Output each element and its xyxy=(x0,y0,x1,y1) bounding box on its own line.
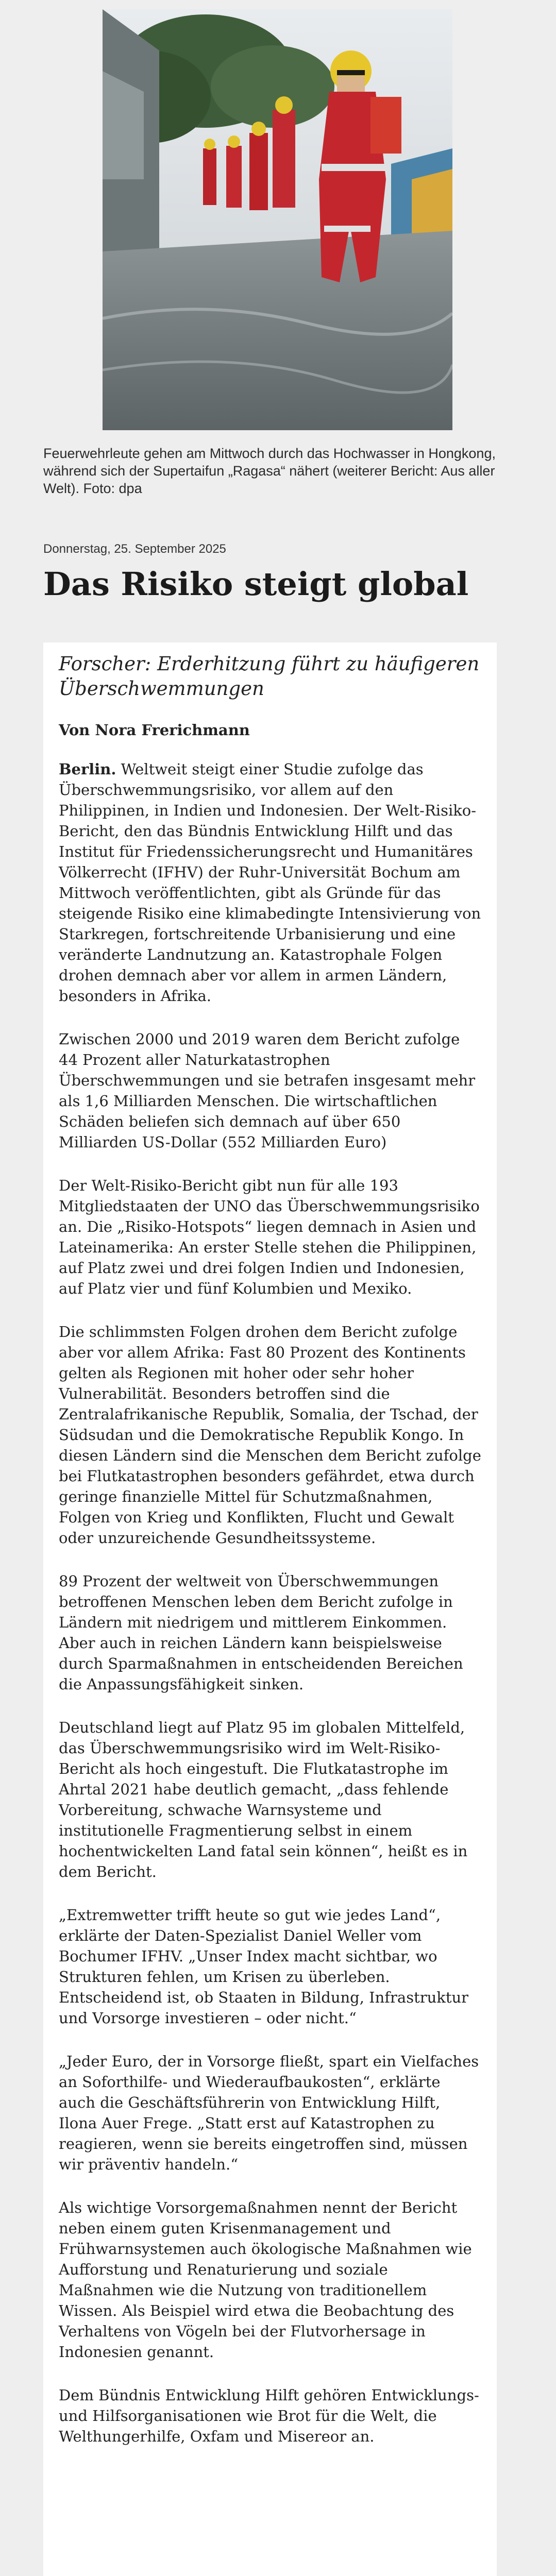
paragraph: Die schlimmsten Folgen drohen dem Bericht zufolge aber vor allem Afrika: Fast 80 Prozent des Kontinents gelten als Regionen mit hoher oder sehr hoher Vulnerabilität. Besonders betroffen sind die Zentralafrikanische Republik, Somalia, der Tschad, der Südsudan und die Demokratische Republik Kongo. In diesen Ländern sind die Menschen dem Bericht zufolge bei Flutkatastrophen besonders gefährdet, etwa durch geringe finanzielle Mittel für Schutzmaßnahmen, Folgen von Krieg und Konflikten, Flucht und Gewalt oder unzureichende Gesundheitssysteme. xyxy=(59,1323,481,1547)
paragraph: Zwischen 2000 und 2019 waren dem Bericht zufolge 44 Prozent aller Naturkatastrophen Überschwemmungen und sie betrafen insgesamt mehr als 1,6 Milliarden Menschen. Die wirtschaftlichen Schäden beliefen sich demnach auf über 650 Milliarden US-Dollar (552 Milliarden Euro) xyxy=(59,1030,476,1151)
article-photo xyxy=(103,9,452,430)
article-headline: Das Risiko steigt global xyxy=(43,565,469,603)
paragraph: 89 Prozent der weltweit von Überschwemmungen betroffenen Menschen leben dem Bericht zufolge in Ländern mit niedrigem und mittlerem Einkommen. Aber auch in reichen Ländern kann beispielsweise durch Sparmaßnahmen in entscheidenden Bereichen die Anpassungsfähigkeit sinken. xyxy=(59,1572,463,1693)
paragraph: Der Welt-Risiko-Bericht gibt nun für alle 193 Mitgliedstaaten der UNO das Überschwemmungsrisiko an. Die „Risiko-Hotspots“ liegen demnach in Asien und Lateinamerika: An erster Stelle stehen die Philippinen, auf Platz zwei und drei folgen Indien und Indonesien, auf Platz vier und fünf Kolumbien und Mexiko. xyxy=(59,1177,480,1297)
paragraph xyxy=(59,759,481,1006)
paragraph: Dem Bündnis Entwicklung Hilft gehören Entwicklungs- und Hilfsorganisationen wie Brot für die Welt, die Welthungerhilfe, Oxfam und Misereor an. xyxy=(59,2386,479,2445)
paragraph: „Jeder Euro, der in Vorsorge fließt, spart ein Vielfaches an Soforthilfe- und Wiederaufbaukosten“, erklärte auch die Geschäftsführerin von Entwicklung Hilft, Ilona Auer Frege. „Statt erst auf Katastrophen zu reagieren, wenn sie bereits eingetroffen sind, müssen wir präventiv handeln.“ xyxy=(59,2053,479,2173)
article-subtitle: Forscher: Erderhitzung führt zu häufigeren Überschwemmungen xyxy=(59,653,480,700)
paragraph-text: Weltweit steigt einer Studie zufolge das Überschwemmungsrisiko, vor allem auf den Philippinen, in Indien und Indonesien. Der Welt-Risiko-Bericht, den das Bündnis Entwicklung Hilft und das Institut für Friedenssicherungsrecht und Humanitäres Völkerrecht (IFHV) der Ruhr-Universität Bochum am Mittwoch veröffentlichten, gibt als Gründe für das steigende Risiko eine klimabedingte Intensivierung von Starkregen, fortschreitende Urbanisierung und eine veränderte Landnutzung an. Katastrophale Folgen drohen demnach aber vor allem in armen Ländern, besonders in Afrika. xyxy=(59,760,481,1005)
publication-date: Donnerstag, 25. September 2025 xyxy=(43,542,226,556)
article-body xyxy=(43,642,497,2576)
paragraph: Deutschland liegt auf Platz 95 im globalen Mittelfeld, das Überschwemmungsrisiko wird im Welt-Risiko-Bericht als hoch eingestuft. Die Flutkatastrophe im Ahrtal 2021 habe deutlich gemacht, „dass fehlende Vorbereitung, schwache Warnsysteme und institutionelle Fragmentierung selbst in einem hochentwickelten Land fatal sein können“, heißt es in dem Bericht. xyxy=(59,1719,468,1880)
photo-caption: Feuerwehrleute gehen am Mittwoch durch das Hochwasser in Hongkong, während sich der Supertaifun „Ragasa“ nähert (weiterer Bericht: Aus aller Welt). Foto: dpa xyxy=(43,446,496,496)
paragraph: „Extremwetter trifft heute so gut wie jedes Land“, erklärte der Daten-Spezialist Daniel Weller vom Bochumer IFHV. „Unser Index macht sichtbar, wo Strukturen fehlen, um Krisen zu überleben. Entscheidend ist, ob Staaten in Bildung, Infrastruktur und Vorsorge investieren – oder nicht.“ xyxy=(59,1906,469,2027)
flood-firefighters-image xyxy=(103,9,452,430)
dateline: Berlin. xyxy=(59,760,116,778)
paragraph: Als wichtige Vorsorgemaßnahmen nennt der Bericht neben einem guten Krisenmanagement und Frühwarnsystemen auch ökologische Maßnahmen wie Aufforstung und Renaturierung und soziale Maßnahmen wie die Nutzung von traditionellem Wissen. Als Beispiel wird etwa die Beobachtung des Verhaltens von Vögeln bei der Flutvorhersage in Indonesien genannt. xyxy=(59,2199,472,2361)
article-author: Von Nora Frerichmann xyxy=(59,721,250,739)
